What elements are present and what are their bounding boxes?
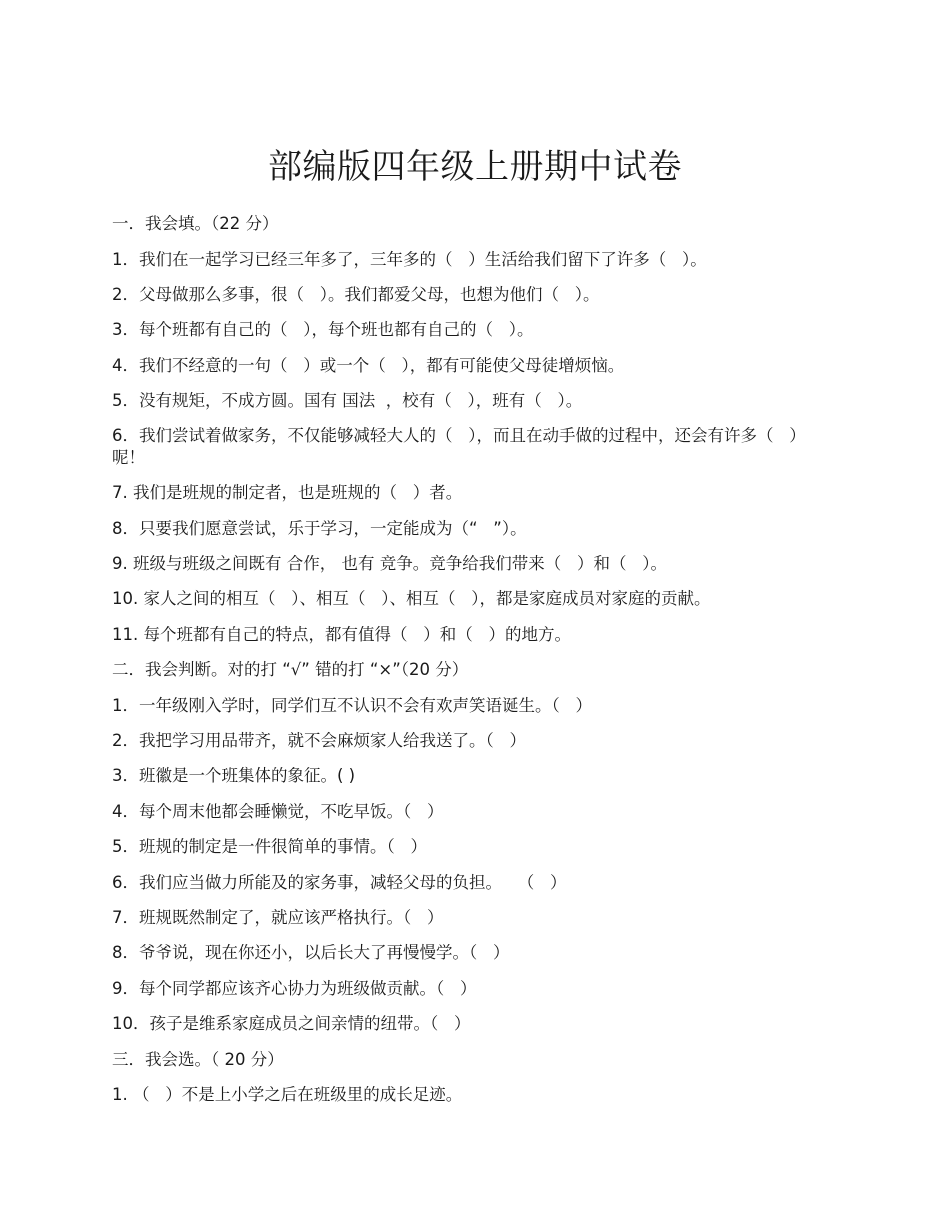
question-line: 6．我们尝试着做家务，不仅能够减轻大人的（ ），而且在动手做的过程中，还会有许多（ ）呢！ [112,426,806,467]
question-line: 1．一年级刚入学时，同学们互不认识不会有欢声笑语诞生。（ ） [112,696,592,715]
question-line: 6．我们应当做力所能及的家务事，减轻父母的负担。 （ ） [112,873,567,892]
question-line: 1．我们在一起学习已经三年多了，三年多的（ ）生活给我们留下了许多（ ）。 [112,250,707,269]
question-line: 5．没有规矩，不成方圆。国有 国法 ，校有（ ），班有（ ）。 [112,391,583,410]
section-heading-choose: 三．我会选。（ 20 分） [112,1050,284,1069]
page-title: 部编版四年级上册期中试卷 [268,146,682,187]
question-line: 7．班规既然制定了，就应该严格执行。（ ） [112,908,444,927]
question-line: 5．班规的制定是一件很简单的事情。（ ） [112,837,427,856]
question-line: 9．每个同学都应该齐心协力为班级做贡献。（ ） [112,979,477,998]
question-line: 2．父母做那么多事，很（ ）。我们都爱父母，也想为他们（ ）。 [112,285,600,304]
question-line: 8．只要我们愿意尝试，乐于学习，一定能成为（“ ”）。 [112,519,527,538]
question-line: 3．班徽是一个班集体的象征。( ) [112,766,356,785]
question-line: 4．每个周末他都会睡懒觉，不吃早饭。（ ） [112,802,444,821]
question-line: 10. 家人之间的相互（ ）、相互（ ）、相互（ ），都是家庭成员对家庭的贡献。 [112,589,711,608]
question-line: 3．每个班都有自己的（ ），每个班也都有自己的（ ）。 [112,320,534,339]
question-line: 1. （ ）不是上小学之后在班级里的成长足迹。 [112,1085,463,1104]
question-line: 4．我们不经意的一句（ ）或一个（ ），都有可能使父母徒增烦恼。 [112,356,625,375]
section-heading-fill: 一．我会填。（22 分） [112,214,279,233]
question-line: 9. 班级与班级之间既有 合作， 也有 竞争。竞争给我们带来（ ）和（ ）。 [112,554,667,573]
question-line: 2．我把学习用品带齐，就不会麻烦家人给我送了。（ ） [112,731,526,750]
section-heading-judge: 二．我会判断。对的打 “√” 错的打 “×”（20 分） [112,660,469,679]
question-line: 7. 我们是班规的制定者，也是班规的（ ）者。 [112,483,463,502]
question-line: 8．爷爷说，现在你还小，以后长大了再慢慢学。（ ） [112,943,510,962]
question-line: 10．孩子是维系家庭成员之间亲情的纽带。（ ） [112,1014,471,1033]
question-line: 11. 每个班都有自己的特点，都有值得（ ）和（ ）的地方。 [112,625,571,644]
